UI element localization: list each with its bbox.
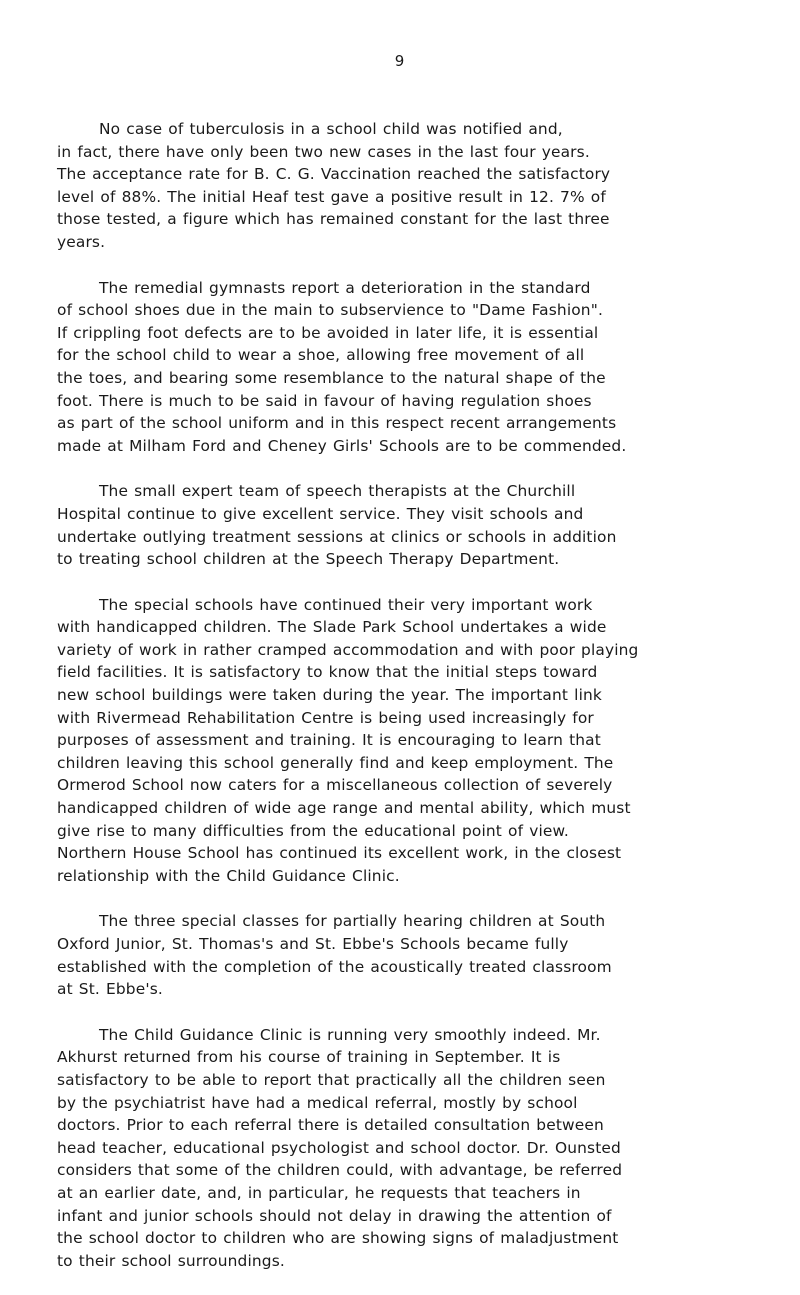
text-line: the school doctor to children who are showing signs of maladjustment — [57, 1229, 619, 1248]
text-line: those tested, a figure which has remained constant for the last three — [57, 210, 610, 229]
text-line: of school shoes due in the main to subservience to "Dame Fashion". — [57, 301, 603, 320]
text-line: in fact, there have only been two new cases in the last four years. — [57, 142, 590, 161]
paragraph-speech-therapy — [57, 480, 769, 570]
text-line: foot. There is much to be said in favour of having regulation shoes — [57, 391, 592, 410]
page-number: 9 — [394, 52, 406, 70]
text-line: The remedial gymnasts report a deterioration in the standard — [99, 278, 591, 297]
text-line: made at Milham Ford and Cheney Girls' Schools are to be commended. — [57, 436, 627, 455]
text-line: the toes, and bearing some resemblance to the natural shape of the — [57, 368, 606, 387]
text-line: to treating school children at the Speech Therapy Department. — [57, 550, 560, 569]
paragraph-tuberculosis — [57, 118, 769, 254]
text-line: at an earlier date, and, in particular, he requests that teachers in — [57, 1183, 581, 1202]
text-line: handicapped children of wide age range and mental ability, which must — [57, 799, 631, 818]
text-line: undertake outlying treatment sessions at clinics or schools in addition — [57, 527, 617, 546]
text-line: new school buildings were taken during the year. The important link — [57, 686, 602, 705]
text-line: doctors. Prior to each referral there is detailed consultation between — [57, 1116, 604, 1135]
text-line: infant and junior schools should not delay in drawing the attention of — [57, 1206, 612, 1225]
text-line: The acceptance rate for B. C. G. Vaccination reached the satisfactory — [57, 165, 611, 184]
text-line: The special schools have continued their very important work — [99, 595, 593, 614]
text-line: field facilities. It is satisfactory to know that the initial steps toward — [57, 663, 598, 682]
text-line: established with the completion of the acoustically treated classroom — [57, 957, 612, 976]
text-line: Oxford Junior, St. Thomas's and St. Ebbe's Schools became fully — [57, 935, 569, 953]
text-line: Ormerod School now caters for a miscellaneous collection of severely — [57, 776, 613, 795]
text-line: Akhurst returned from his course of training in September. It is — [57, 1048, 561, 1067]
document-body — [57, 118, 769, 1295]
text-line: satisfactory to be able to report that practically all the children seen — [57, 1070, 606, 1089]
text-line: considers that some of the children could, with advantage, be referred — [57, 1161, 623, 1180]
paragraph-child-guidance — [57, 1024, 769, 1273]
text-line: children leaving this school generally find and keep employment. The — [57, 753, 614, 772]
text-line: The Child Guidance Clinic is running very smoothly indeed. Mr. — [99, 1025, 601, 1044]
text-line: variety of work in rather cramped accommodation and with poor playing — [57, 640, 639, 659]
text-line: The three special classes for partially hearing children at South — [99, 912, 606, 931]
text-line: years. — [57, 232, 106, 251]
text-line: head teacher, educational psychologist and school doctor. Dr. Ounsted — [57, 1138, 621, 1157]
text-line: No case of tuberculosis in a school child was notified and, — [99, 120, 563, 138]
text-line: If crippling foot defects are to be avoided in later life, it is essential — [57, 323, 599, 342]
text-line: The small expert team of speech therapists at the Churchill — [99, 482, 576, 501]
text-line: at St. Ebbe's. — [57, 980, 163, 999]
text-line: by the psychiatrist have had a medical referral, mostly by school — [57, 1093, 578, 1112]
text-line: Hospital continue to give excellent service. They visit schools and — [57, 504, 584, 523]
text-line: for the school child to wear a shoe, allowing free movement of all — [57, 346, 585, 365]
text-line: purposes of assessment and training. It is encouraging to learn that — [57, 731, 601, 750]
paragraph-hearing-classes — [57, 910, 769, 1000]
text-line: give rise to many difficulties from the educational point of view. — [57, 821, 569, 840]
text-line: relationship with the Child Guidance Clinic. — [57, 866, 400, 885]
paragraph-special-schools — [57, 594, 769, 888]
text-line: to their school surroundings. — [57, 1251, 285, 1270]
text-line: level of 88%. The initial Heaf test gave a positive result in 12. 7% of — [57, 187, 606, 206]
text-line: Northern House School has continued its excellent work, in the closest — [57, 844, 622, 863]
text-line: as part of the school uniform and in this respect recent arrangements — [57, 414, 617, 433]
paragraph-school-shoes — [57, 277, 769, 458]
text-line: with handicapped children. The Slade Park School undertakes a wide — [57, 618, 607, 637]
text-line: with Rivermead Rehabilitation Centre is being used increasingly for — [57, 708, 594, 727]
